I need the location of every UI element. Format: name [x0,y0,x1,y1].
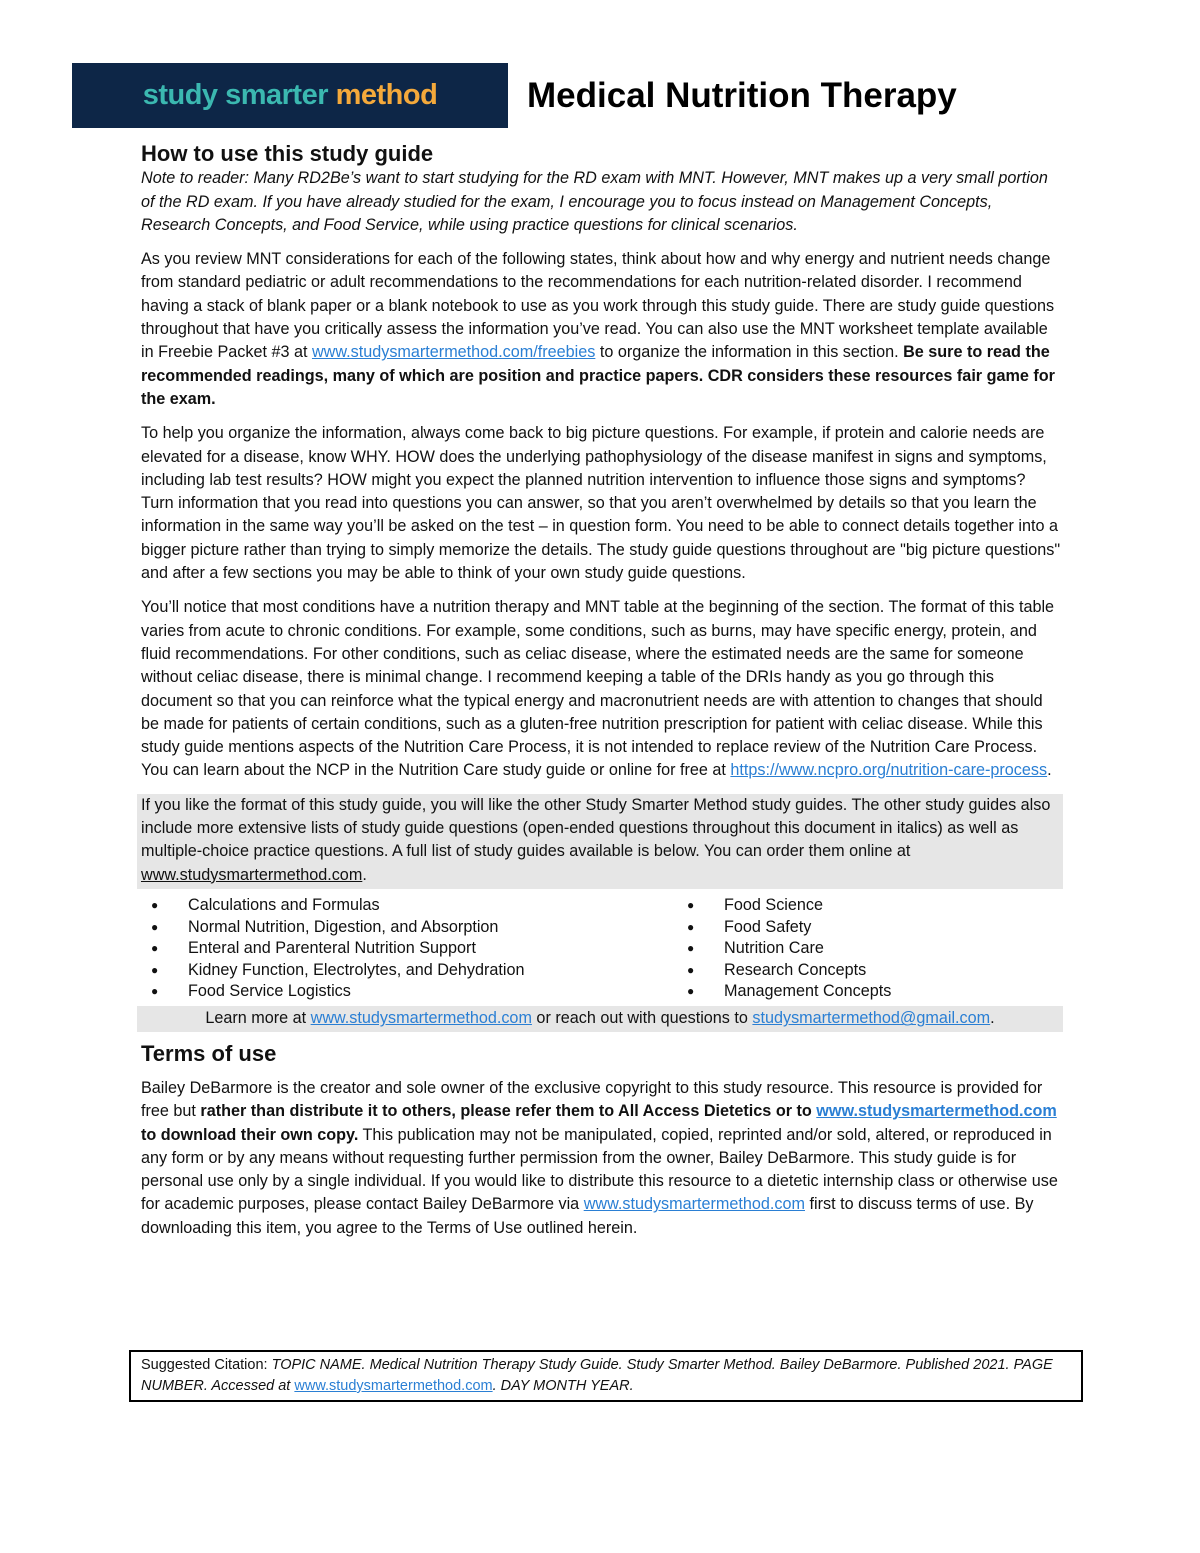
text: first to discuss terms of use. By downloading this item, you agree to the Terms of Use outlined herein. [141,1195,1034,1237]
suggested-citation-box [129,1350,1083,1402]
bullet-icon: ● [151,962,159,977]
citation-label: Suggested Citation: [141,1357,272,1373]
freebies-link[interactable]: www.studysmartermethod.com/freebies [311,343,596,362]
text: . [1047,761,1052,780]
study-guide-title: Nutrition Care [724,939,824,958]
bullet-icon: ● [151,919,159,934]
paragraph-3 [141,596,1061,782]
text: This publication may not be manipulated, copied, reprinted and/or sold, altered, or reproduced in any form or by any means without requesting further permission from the owner, Bailey DeBarmore. This study guide is for personal use only by a single individual. If you would like to distribute this resource to a dietetic internship class or otherwise use for academic purposes, please contact Bailey DeBarmore via [141,1125,1058,1214]
bold-text: rather than distribute it to others, please refer them to All Access Dietetics or to [200,1102,817,1121]
text: Bailey DeBarmore is the creator and sole owner of the exclusive copyright to this study resource. This resource is provided for free but [141,1079,1043,1121]
website-link-bold[interactable]: www.studysmartermethod.com [816,1102,1057,1121]
website-link[interactable]: www.studysmartermethod.com [583,1195,805,1214]
bold-text: Be sure to read the recommended readings, many of which are position and practice papers. CDR considers these resources fair game for the exam. [141,343,1055,408]
study-guide-item [687,938,1047,960]
note-to-reader: Note to reader: Many RD2Be’s want to start studying for the RD exam with MNT. However, MNT makes up a very small portion of the RD exam. If you have already studied for the exam, I encourage you to focus instead on Management Concepts, Research Concepts, and Food Service, while using practice questions for clinical scenarios. [141,169,1048,234]
section-heading-how-to-use: How to use this study guide [141,141,434,166]
text: As you review MNT considerations for each of the following states, think about how and why energy and nutrient needs change from standard pediatric or adult recommendations to the recommendations for each nutrition-related disorder. I recommend having a stack of blank paper or a blank notebook to use as you work through this study guide. There are study guide questions throughout that have you critically assess the information you’ve read. You can also use the MNT worksheet template available in Freebie Packet #3 at [141,250,1055,362]
text: Learn more at [205,1009,311,1028]
study-guide-item [687,981,1047,1003]
page-title: Medical Nutrition Therapy [527,76,957,115]
citation-text: TOPIC NAME. Medical Nutrition Therapy Study Guide. Study Smarter Method. Bailey DeBarmore. Published 2021. PAGE NUMBER. Accessed at [141,1357,1053,1394]
bullet-icon: ● [151,941,159,956]
study-guide-title: Food Safety [724,917,812,936]
bullet-icon: ● [151,984,159,999]
study-guide-list-left [151,895,687,1003]
email-link[interactable]: studysmartermethod@gmail.com [752,1009,991,1028]
logo-text-study-smarter: study smarter [142,79,329,111]
ncp-link[interactable]: https://www.ncpro.org/nutrition-care-process [730,761,1048,780]
paragraph-1 [141,248,1061,411]
study-guide-item [151,938,687,960]
study-guide-title: Food Service Logistics [188,982,351,1001]
study-guide-item [151,959,687,981]
study-guide-title: Normal Nutrition, Digestion, and Absorption [188,917,499,936]
bullet-icon: ● [687,919,695,934]
study-guide-title: Enteral and Parenteral Nutrition Support [188,939,476,958]
bullet-icon: ● [687,984,695,999]
study-guide-item [151,981,687,1003]
website-link[interactable]: www.studysmartermethod.com [310,1009,532,1028]
bullet-icon: ● [687,962,695,977]
bullet-icon: ● [687,941,695,956]
paragraph-2: To help you organize the information, always come back to big picture questions. For example, if protein and calorie needs are elevated for a disease, know WHY. HOW does the underlying pathophysiology of the disease manifest in signs and symptoms, including lab test results? HOW might you expect the planned nutrition intervention to influence those signs and symptoms? Turn information that you read into questions you can answer, so that you aren’t overwhelmed by details so that you learn the information in the same way you’ll be asked on the test – in question form. You need to be able to connect details together into a bigger picture rather than trying to simply memorize the details. The study guide questions throughout are "big picture questions" and after a few sections you may be able to think of your own study guide questions. [141,424,1061,583]
study-guide-item [151,895,687,917]
text: You’ll notice that most conditions have a nutrition therapy and MNT table at the beginning of the section. The format of this table varies from acute to chronic conditions. For example, some conditions, such as burns, may have specific energy, protein, and fluid recommendations. For other conditions, such as celiac disease, where the estimated needs are the same for someone without celiac disease, there is minimal change. I recommend keeping a table of the DRIs handy as you go through this document so that you can reinforce what the typical energy and macronutrient needs are with attention to changes that should be made for patients of certain conditions, such as a gluten-free nutrition prescription for patient with celiac disease. While this study guide mentions aspects of the Nutrition Care Process, it is not intended to replace review of the Nutrition Care Process. You can learn about the NCP in the Nutrition Care study guide or online for free at [141,598,1055,780]
study-guide-title: Food Science [724,896,823,915]
text: . [990,1009,995,1028]
learn-more-bar [137,1006,1063,1031]
study-guide-item [687,895,1047,917]
text: If you like the format of this study guide, you will like the other Study Smarter Method study guides. The other study guides also include more extensive lists of study guide questions (open-ended questions throughout this document in italics) as well as multiple-choice practice questions. A full list of study guides available is below. You can order them online at [141,795,1051,861]
study-guide-item [687,916,1047,938]
website-link[interactable]: www.studysmartermethod.com [141,865,363,884]
text: . [362,865,367,884]
citation-link[interactable]: www.studysmartermethod.com [294,1378,493,1394]
logo-text-method: method [335,79,438,111]
citation-text: . DAY MONTH YEAR. [492,1378,634,1394]
bullet-icon: ● [151,898,159,913]
text: or reach out with questions to [531,1009,753,1028]
study-guide-title: Kidney Function, Electrolytes, and Dehydration [188,960,525,979]
text: to organize the information in this section. [595,343,904,362]
content [141,142,1061,1251]
study-guide-title: Management Concepts [724,982,892,1001]
logo [72,63,508,128]
bullet-icon: ● [687,898,695,913]
section-heading-terms-of-use: Terms of use [141,1040,277,1066]
study-guide-title: Calculations and Formulas [188,896,380,915]
bold-text: to download their own copy. [141,1125,359,1144]
study-guide-item [687,959,1047,981]
study-guides-callout [137,794,1063,889]
study-guide-item [151,916,687,938]
study-guide-title: Research Concepts [724,960,867,979]
terms-paragraph [141,1077,1061,1240]
study-guide-list-right [687,895,1047,1003]
study-guide-list [141,895,1061,1003]
